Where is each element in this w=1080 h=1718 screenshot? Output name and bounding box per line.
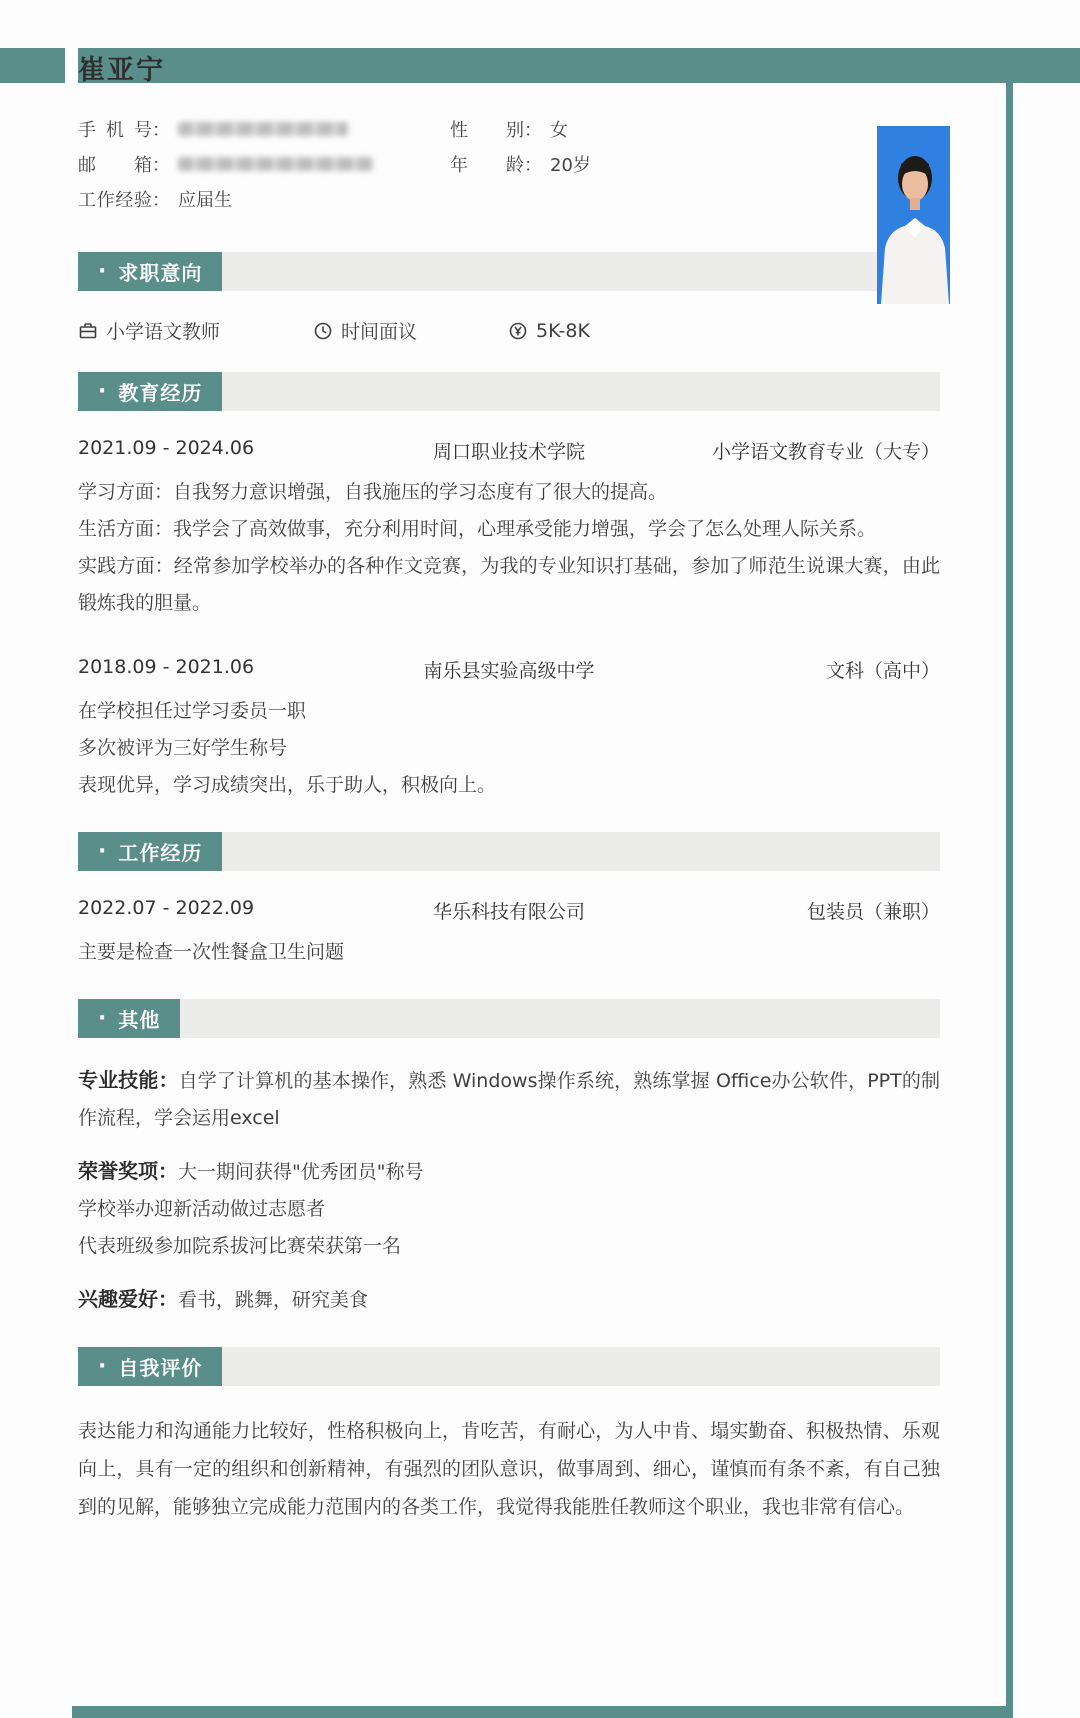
intention-time-text: 时间面议 xyxy=(341,321,418,343)
education-entry-header xyxy=(78,656,940,683)
intention-time xyxy=(313,317,508,344)
colon: ： xyxy=(524,154,542,176)
id-photo xyxy=(877,126,950,304)
section-header-fill xyxy=(222,1347,940,1386)
honors-group xyxy=(78,1153,940,1265)
email-value-redacted xyxy=(178,157,373,171)
work-company: 华乐科技有限公司 xyxy=(432,901,585,923)
section-bullet: · xyxy=(98,259,108,284)
intention-position xyxy=(78,317,313,344)
education-school: 南乐县实验高级中学 xyxy=(423,660,595,682)
experience-value: 应届生 xyxy=(178,189,232,211)
education-entry-header xyxy=(78,437,940,464)
intention-salary-text: 5K-8K xyxy=(536,319,590,342)
id-photo-image xyxy=(877,126,950,304)
colon: ： xyxy=(524,119,542,141)
education-details xyxy=(78,474,940,622)
section-title-education: 教育经历 xyxy=(118,381,203,405)
hobbies-text: 看书，跳舞，研究美食 xyxy=(178,1289,369,1311)
bottom-accent-bar xyxy=(72,1706,1006,1718)
gender-value: 女 xyxy=(550,119,568,141)
section-title-other: 其他 xyxy=(118,1008,161,1032)
gender-label: 性别 xyxy=(450,119,524,141)
honors-label: 荣誉奖项： xyxy=(78,1159,178,1183)
section-bullet: · xyxy=(98,379,108,404)
education-details xyxy=(78,693,940,804)
education-period: 2021.09 - 2024.06 xyxy=(78,437,255,459)
honors-extra-line: 代表班级参加院系拔河比赛荣获第一名 xyxy=(78,1235,402,1257)
phone-value-redacted xyxy=(178,122,348,136)
contact-row xyxy=(78,111,940,146)
section-title-work: 工作经历 xyxy=(118,841,203,865)
education-school: 周口职业技术学院 xyxy=(432,441,585,463)
education-detail-line: 学习方面：自我努力意识增强，自我施压的学习态度有了很大的提高。 xyxy=(78,481,668,503)
contact-info xyxy=(78,111,940,216)
education-detail-line: 生活方面：我学会了高效做事，充分利用时间，心理承受能力增强，学会了怎么处理人际关系。 xyxy=(78,518,877,540)
salary-icon xyxy=(508,321,528,341)
colon: ： xyxy=(152,119,170,141)
experience-label: 工作经验 xyxy=(78,189,152,211)
education-major: 小学语文教育专业（大专） xyxy=(711,441,940,463)
intention-salary xyxy=(508,320,590,342)
briefcase-icon xyxy=(78,321,98,341)
clock-icon xyxy=(313,321,333,341)
candidate-name: 崔亚宁 xyxy=(78,55,165,86)
colon: ： xyxy=(152,189,170,211)
education-detail-line: 实践方面：经常参加学校举办的各种作文竞赛，为我的专业知识打基础，参加了师范生说课大赛，由此锻炼我的胆量。 xyxy=(78,555,940,614)
section-bullet: · xyxy=(98,1354,108,1379)
skills-group xyxy=(78,1062,940,1137)
section-header-fill xyxy=(222,832,940,871)
section-header-education xyxy=(78,372,940,411)
section-title-evaluation: 自我评价 xyxy=(118,1356,203,1380)
colon: ： xyxy=(152,154,170,176)
intention-position-text: 小学语文教师 xyxy=(106,321,221,343)
age-value: 20岁 xyxy=(550,154,591,176)
age-label: 年龄 xyxy=(450,154,524,176)
work-entry-header xyxy=(78,897,940,924)
honors-text: 大一期间获得"优秀团员"称号 xyxy=(178,1161,424,1183)
work-period: 2022.07 - 2022.09 xyxy=(78,897,255,919)
education-period: 2018.09 - 2021.06 xyxy=(78,656,255,678)
section-bullet: · xyxy=(98,839,108,864)
skills-text: 自学了计算机的基本操作，熟悉 Windows操作系统，熟练掌握 Office办公软件，PPT的制作流程，学会运用excel xyxy=(78,1070,940,1129)
work-detail-line: 主要是检查一次性餐盒卫生问题 xyxy=(78,941,345,963)
section-header-intention xyxy=(78,252,940,291)
education-detail-line: 多次被评为三好学生称号 xyxy=(78,737,288,759)
section-header-fill xyxy=(222,372,940,411)
section-bullet: · xyxy=(98,1006,108,1031)
section-title-intention: 求职意向 xyxy=(118,261,203,285)
phone-label: 手机号 xyxy=(78,119,152,141)
email-label: 邮箱 xyxy=(78,154,152,176)
section-header-evaluation xyxy=(78,1347,940,1386)
honors-extra-line: 学校举办迎新活动做过志愿者 xyxy=(78,1198,326,1220)
resume-page xyxy=(0,48,1080,1526)
education-major: 文科（高中） xyxy=(825,660,940,682)
self-evaluation-text: 表达能力和沟通能力比较好，性格积极向上，肯吃苦，有耐心，为人中肯、塌实勤奋、积极热情、乐观向上，具有一定的组织和创新精神，有强烈的团队意识，做事周到、细心，谨慎而有条不紊，有自己独到的见解，能够独立完成能力范围内的各类工作，我觉得我能胜任教师这个职业，我也非常有信心。 xyxy=(78,1420,940,1518)
section-header-fill xyxy=(180,999,940,1038)
work-role: 包装员（兼职） xyxy=(806,901,940,923)
work-details xyxy=(78,934,940,971)
education-detail-line: 在学校担任过学习委员一职 xyxy=(78,700,307,722)
skills-label: 专业技能： xyxy=(78,1068,179,1092)
hobbies-label: 兴趣爱好： xyxy=(78,1287,178,1311)
section-header-other xyxy=(78,999,940,1038)
contact-row xyxy=(78,181,940,216)
hobbies-group xyxy=(78,1281,940,1319)
education-detail-line: 表现优异，学习成绩突出，乐于助人，积极向上。 xyxy=(78,774,497,796)
contact-row xyxy=(78,146,940,181)
section-header-work xyxy=(78,832,940,871)
section-header-fill xyxy=(222,252,940,291)
job-intention-row xyxy=(78,317,940,344)
